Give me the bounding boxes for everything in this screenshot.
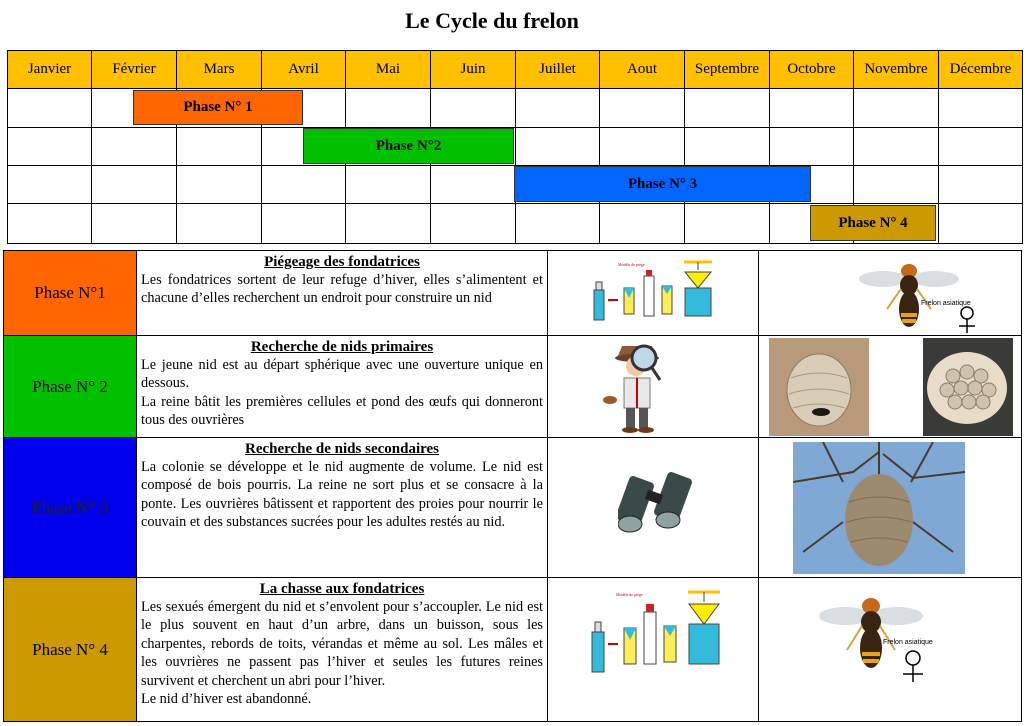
calendar-cell [430, 88, 516, 128]
calendar-cell [7, 127, 92, 166]
primary-nest-photos [769, 338, 1017, 436]
phase-1-heading: Piégeage des fondatrices [264, 254, 420, 270]
phase-4-illustration-cell [547, 577, 759, 722]
calendar-cell [91, 165, 177, 204]
phase-calendar [7, 50, 1022, 243]
phase-2-label: Phase N° 2 [32, 376, 108, 396]
phase-2-heading: Recherche de nids primaires [250, 339, 434, 355]
phase-2-text-1: Le jeune nid est au départ sphérique avec une ouverture unique en dessous. [141, 357, 543, 392]
phase-2-description [136, 335, 548, 438]
calendar-cell [938, 88, 1023, 128]
calendar-cell [938, 165, 1023, 204]
calendar-cell [91, 203, 177, 244]
phase-2-bar: Phase N°2 [303, 128, 514, 164]
phase-2-cell [3, 335, 137, 438]
calendar-cell [515, 88, 600, 128]
month-header: Janvier [7, 50, 92, 89]
phase-4-photo-cell [758, 577, 1022, 722]
trap-diagram-icon [588, 258, 718, 332]
calendar-cell [430, 165, 516, 204]
calendar-cell [7, 203, 92, 244]
calendar-cell [430, 203, 516, 244]
phase-3-illustration-cell [547, 437, 759, 578]
month-header: Septembre [684, 50, 770, 89]
month-header: Aout [599, 50, 685, 89]
phase-3-text: La colonie se développe et le nid augmente de volume. Le nid est composé de bois pourris. La reine ne sort plus et se consacre à la ponte. Les ouvrières bâtissent et rapportent des proies pour nourrir le couvain et des substances sucrées pour les adultes restés au nid. [141, 459, 543, 531]
phase-1-cell [3, 250, 137, 336]
phase-4-heading: La chasse aux fondatrices [259, 581, 425, 597]
calendar-cell [684, 127, 770, 166]
phase-detail-table [3, 250, 1022, 722]
calendar-cell [345, 165, 431, 204]
calendar-cell [176, 203, 262, 244]
calendar-cell [515, 203, 600, 244]
phase-4-label: Phase N° 4 [32, 639, 108, 659]
calendar-cell [684, 88, 770, 128]
hornet-label: Frelon asiatique [883, 639, 933, 646]
page-title: Le Cycle du frelon [405, 8, 579, 33]
calendar-cell [938, 203, 1023, 244]
month-header: Juillet [515, 50, 600, 89]
calendar-cell [176, 165, 262, 204]
calendar-cell [345, 88, 431, 128]
hornet-photo [815, 586, 955, 686]
hornet-label: Frelon asiatique [921, 300, 971, 307]
hornet-photo [849, 253, 979, 335]
phase-4-text-1: Les sexués émergent du nid et s’envolent pour s’accoupler. Le nid est le plus souvent en haut d’un arbre, dans un buisson, sous les charpentes, rebords de toits, vérandas et même au sol. Les mâles et les ouvrières ne passent pas l’hiver et seules les futures reines survivent et cherchent un abri pour l’hiver. [141, 599, 543, 689]
svg-text:Modèle de piège: Modèle de piège [616, 592, 643, 597]
trap-diagram-icon [586, 588, 726, 684]
calendar-cell [853, 127, 939, 166]
calendar-cell [599, 203, 685, 244]
binoculars-icon [618, 466, 694, 536]
phase-3-cell [3, 437, 137, 578]
phase-4-cell [3, 577, 137, 722]
month-header: Juin [430, 50, 516, 89]
calendar-cell [769, 88, 854, 128]
phase-2-photo-cell [758, 335, 1022, 438]
calendar-cell [599, 127, 685, 166]
month-header: Mars [176, 50, 262, 89]
calendar-cell [853, 88, 939, 128]
phase-3-description [136, 437, 548, 578]
secondary-nest-photo [793, 442, 965, 574]
calendar-cell [515, 127, 600, 166]
month-header: Mai [345, 50, 431, 89]
month-header: Novembre [853, 50, 939, 89]
phase-3-bar: Phase N° 3 [514, 166, 811, 202]
calendar-cell [853, 165, 939, 204]
month-header: Octobre [769, 50, 854, 89]
phase-4-bar: Phase N° 4 [810, 205, 936, 241]
calendar-cell [684, 203, 770, 244]
calendar-cell [176, 127, 262, 166]
month-header: Décembre [938, 50, 1023, 89]
calendar-cell [7, 165, 92, 204]
phase-3-photo-cell [758, 437, 1022, 578]
calendar-cell [599, 88, 685, 128]
phase-1-bar: Phase N° 1 [133, 90, 303, 125]
svg-text:Modèle de piège: Modèle de piège [618, 262, 645, 267]
phase-1-text: Les fondatrices sortent de leur refuge d’hiver, elles s’alimentent et chacune d’elles recherchent un endroit pour construire un nid [141, 272, 543, 307]
month-header: Février [91, 50, 177, 89]
phase-3-heading: Recherche de nids secondaires [244, 441, 440, 457]
phase-4-text-2: Le nid d’hiver est abandonné. [141, 691, 312, 708]
calendar-cell [261, 165, 346, 204]
phase-2-text-2: La reine bâtit les premières cellules et pond des œufs qui donneront tous des ouvrières [141, 393, 543, 429]
calendar-cell [345, 203, 431, 244]
calendar-cell [261, 203, 346, 244]
calendar-cell [7, 88, 92, 128]
phase-1-photo-cell [758, 250, 1022, 336]
calendar-cell [938, 127, 1023, 166]
phase-4-description [136, 577, 548, 722]
calendar-cell [91, 127, 177, 166]
phase-1-label: Phase N°1 [34, 283, 106, 302]
phase-1-description [136, 250, 548, 336]
phase-1-illustration-cell [547, 250, 759, 336]
detective-icon [602, 338, 676, 436]
phase-2-illustration-cell [547, 335, 759, 438]
phase-3-label: Phase N° 3 [32, 497, 108, 517]
calendar-cell [769, 127, 854, 166]
month-header: Avril [261, 50, 346, 89]
